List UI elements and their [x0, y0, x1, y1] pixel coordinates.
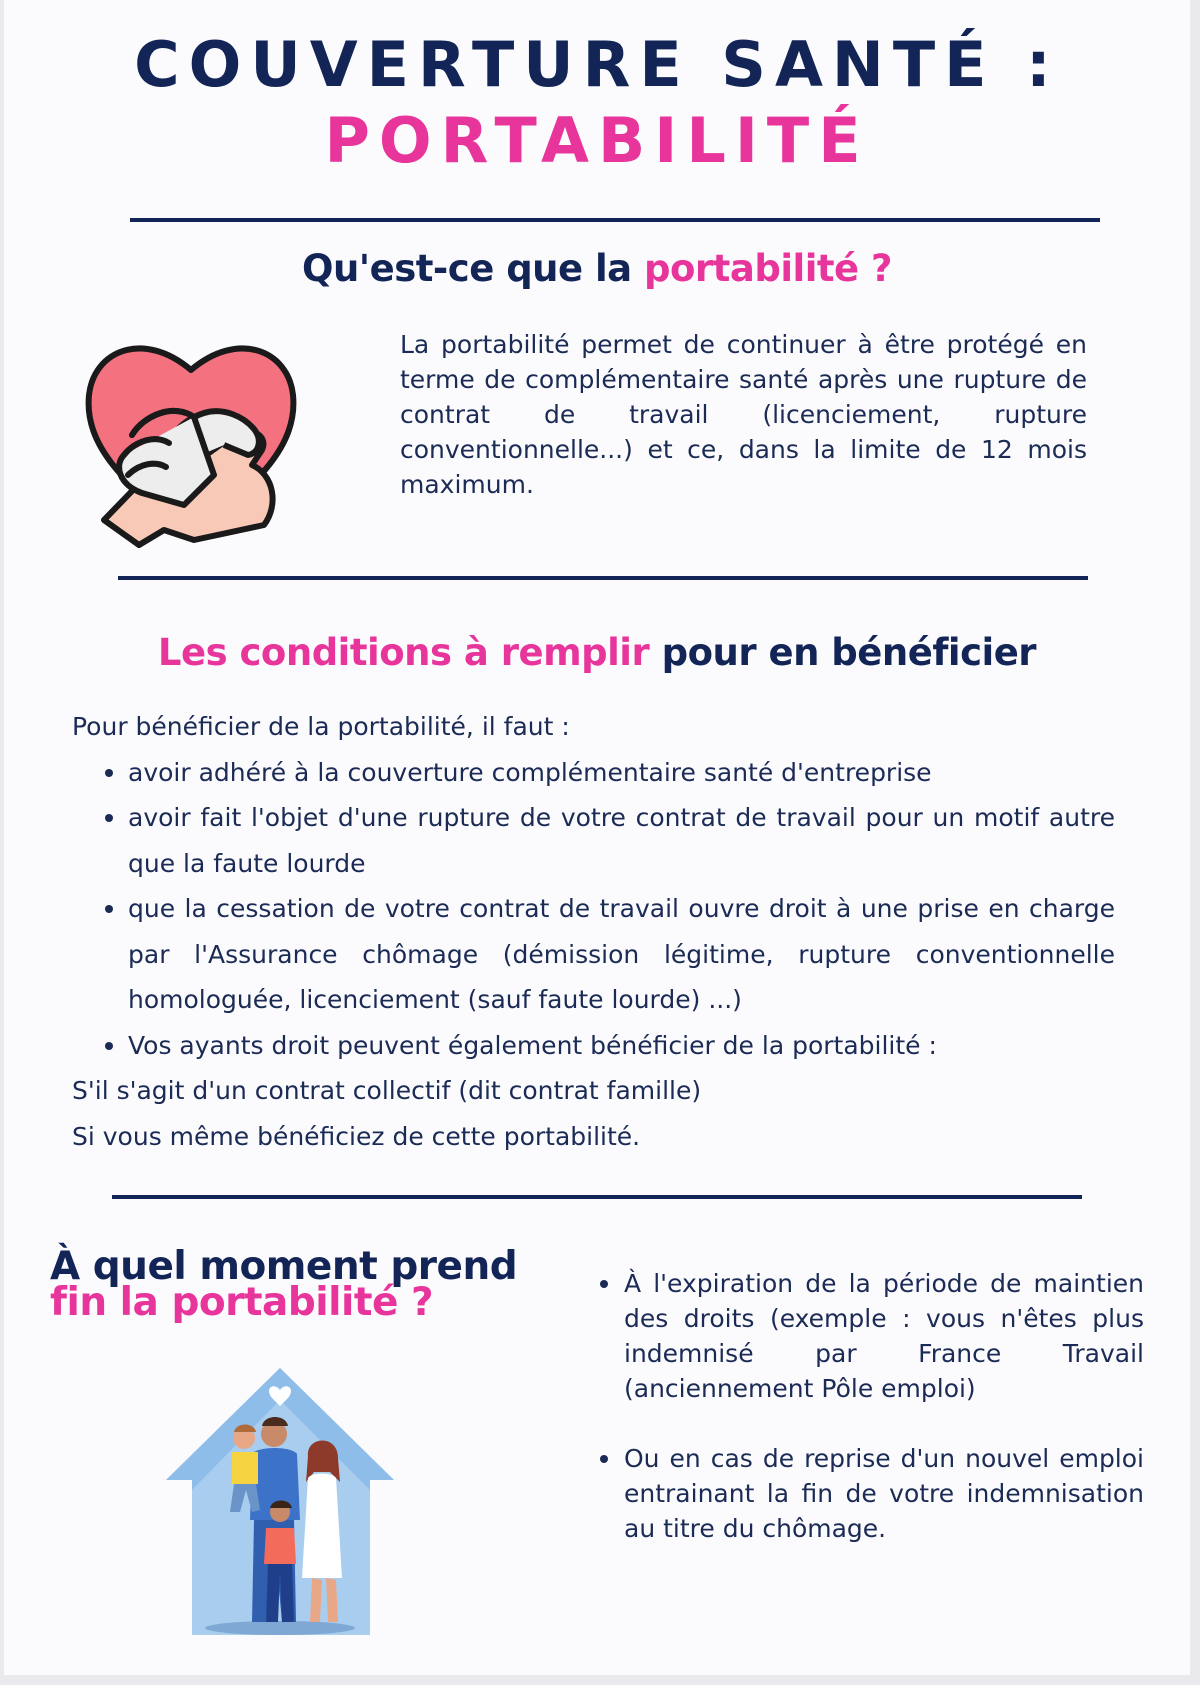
end-list — [598, 1266, 1144, 1546]
main-subtitle: PORTABILITÉ — [324, 104, 870, 177]
section1-heading — [4, 247, 1190, 290]
main-title: COUVERTURE SANTÉ : — [134, 28, 1060, 101]
list-item: À l'expiration de la période de maintien des droits (exemple : vous n'êtes plus indemnisé par France Travail (anciennement Pôle emploi) — [598, 1266, 1144, 1406]
heart-handshake-icon — [84, 325, 299, 550]
list-item: que la cessation de votre contrat de travail ouvre droit à une prise en charge par l'Assurance chômage (démission légitime, rupture conventionnelle homologuée, licenciement (sauf faute lourde) ...) — [72, 886, 1115, 1023]
conditions-outro-2: Si vous même bénéficiez de cette portabilité. — [72, 1121, 641, 1151]
section3-heading-line2: fin la portabilité ? — [50, 1280, 434, 1325]
conditions-outro-1: S'il s'agit d'un contrat collectif (dit contrat famille) — [72, 1076, 702, 1105]
divider — [130, 218, 1100, 222]
conditions-block — [72, 704, 1115, 1159]
family-house-icon — [162, 1360, 398, 1640]
section3-heading-line1: À quel moment prend — [50, 1244, 518, 1289]
list-item: avoir fait l'objet d'une rupture de votre contrat de travail pour un motif autre que la faute lourde — [72, 795, 1115, 886]
section2-heading-part2: pour en bénéficier — [649, 631, 1037, 674]
conditions-list — [72, 750, 1115, 1069]
section2-heading-part1: Les conditions à remplir — [157, 631, 650, 674]
list-item: Ou en cas de reprise d'un nouvel emploi entrainant la fin de votre indemnisation au titre du chômage. — [598, 1441, 1144, 1546]
conditions-intro: Pour bénéficier de la portabilité, il faut : — [72, 712, 570, 741]
section2-heading — [4, 631, 1190, 674]
list-item: Vos ayants droit peuvent également bénéficier de la portabilité : — [72, 1023, 1115, 1069]
page — [4, 0, 1190, 1675]
divider — [112, 1195, 1082, 1199]
list-item: avoir adhéré à la couverture complémentaire santé d'entreprise — [72, 750, 1115, 796]
section1-heading-part1: Qu'est-ce que la — [302, 247, 645, 290]
section1-text: La portabilité permet de continuer à être protégé en terme de complémentaire santé après une rupture de contrat de travail (licenciement, rupture conventionnelle...) et ce, dans la limite de 12 mois maximum. — [400, 330, 1087, 499]
section1-heading-part2: portabilité ? — [644, 247, 892, 290]
divider — [118, 576, 1088, 580]
